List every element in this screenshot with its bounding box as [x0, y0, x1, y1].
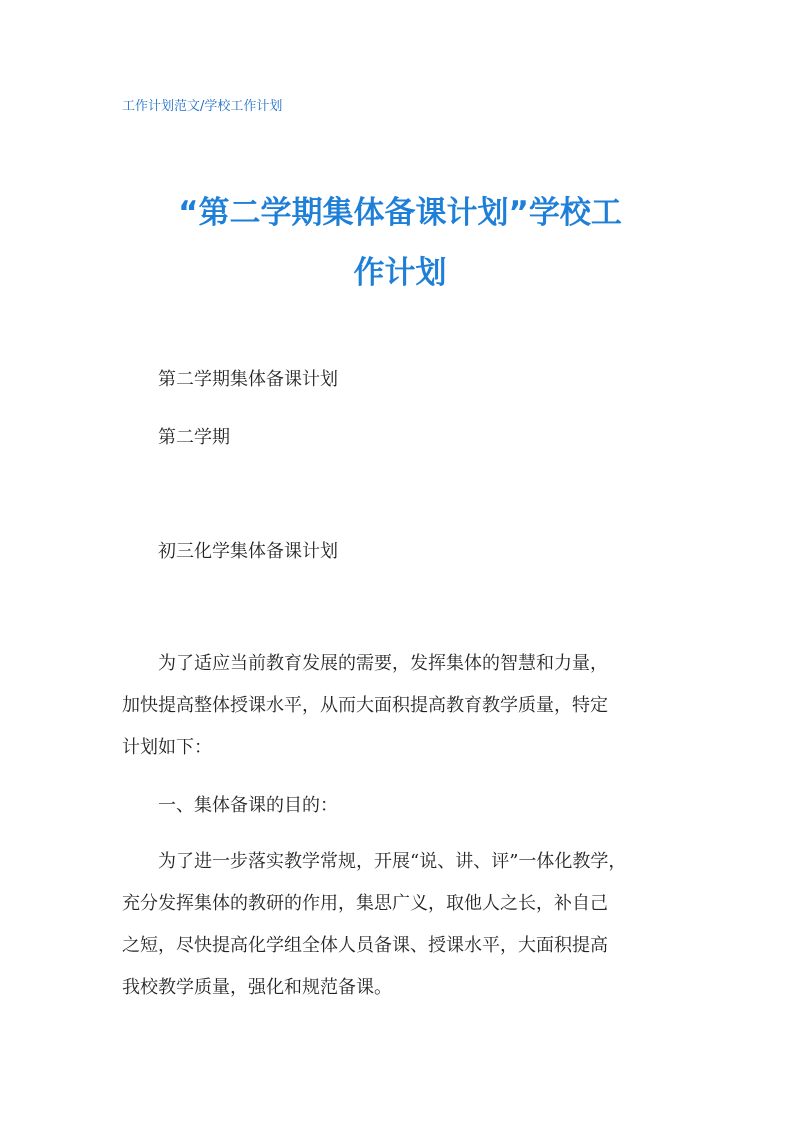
section-heading: 一、集体备课的目的： — [122, 795, 338, 816]
subtitle-chemistry-plan: 初三化学集体备课计划 — [122, 541, 338, 562]
page-title-line-2: 作计划 — [353, 255, 447, 291]
paragraph-line: 为了进一步落实教学常规，开展“说、讲、评”一体化教学， — [122, 851, 627, 872]
paragraph-line: 之短，尽快提高化学组全体人员备课、授课水平，大面积提高 — [122, 935, 608, 956]
subtitle-semester: 第二学期 — [122, 427, 230, 448]
paragraph-line: 我校教学质量，强化和规范备课。 — [122, 977, 392, 998]
breadcrumb[interactable]: 工作计划范文/学校工作计划 — [122, 99, 283, 114]
subtitle-plan: 第二学期集体备课计划 — [122, 369, 338, 390]
paragraph-line: 计划如下： — [122, 737, 212, 758]
paragraph-line: 为了适应当前教育发展的需要，发挥集体的智慧和力量， — [122, 653, 608, 674]
paragraph-line: 充分发挥集体的教研的作用，集思广义，取他人之长，补自己 — [122, 893, 608, 914]
paragraph-line: 加快提高整体授课水平，从而大面积提高教育教学质量，特定 — [122, 695, 608, 716]
page-title-line-1: “第二学期集体备课计划”学校工 — [178, 195, 622, 231]
